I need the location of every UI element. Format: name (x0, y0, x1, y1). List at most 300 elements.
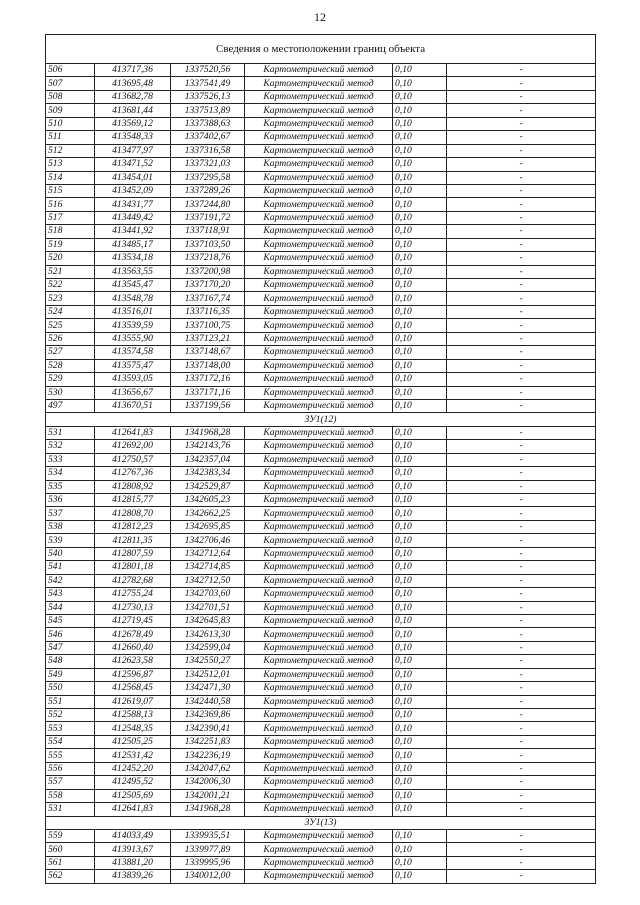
y-coordinate-cell: 1337520,56 (171, 64, 245, 77)
x-coordinate-cell: 413471,52 (95, 158, 171, 171)
point-number-cell: 532 (46, 440, 95, 453)
section-header-row (46, 816, 596, 829)
point-number-cell: 540 (46, 547, 95, 560)
accuracy-cell: 0,10 (393, 225, 447, 238)
table-row (46, 373, 596, 386)
method-cell: Картометрический метод (245, 440, 393, 453)
x-coordinate-cell: 413516,01 (95, 305, 171, 318)
x-coordinate-cell: 413441,92 (95, 225, 171, 238)
method-cell: Картометрический метод (245, 762, 393, 775)
table-row (46, 184, 596, 197)
method-cell: Картометрический метод (245, 131, 393, 144)
y-coordinate-cell: 1337244,80 (171, 198, 245, 211)
point-number-cell: 528 (46, 359, 95, 372)
table-row (46, 829, 596, 842)
description-cell: - (447, 722, 596, 735)
method-cell: Картометрический метод (245, 64, 393, 77)
x-coordinate-cell: 412531,42 (95, 749, 171, 762)
y-coordinate-cell: 1337289,26 (171, 184, 245, 197)
point-number-cell: 552 (46, 709, 95, 722)
description-cell: - (447, 158, 596, 171)
x-coordinate-cell: 412807,59 (95, 547, 171, 560)
x-coordinate-cell: 412811,35 (95, 534, 171, 547)
table-row (46, 117, 596, 130)
method-cell: Картометрический метод (245, 305, 393, 318)
table-row (46, 332, 596, 345)
description-cell: - (447, 870, 596, 883)
y-coordinate-cell: 1341968,28 (171, 803, 245, 816)
point-number-cell: 508 (46, 90, 95, 103)
point-number-cell: 561 (46, 856, 95, 869)
x-coordinate-cell: 412596,87 (95, 668, 171, 681)
method-cell: Картометрический метод (245, 144, 393, 157)
point-number-cell: 550 (46, 682, 95, 695)
description-cell: - (447, 695, 596, 708)
x-coordinate-cell: 412692,00 (95, 440, 171, 453)
accuracy-cell: 0,10 (393, 668, 447, 681)
x-coordinate-cell: 413881,20 (95, 856, 171, 869)
point-number-cell: 553 (46, 722, 95, 735)
table-row (46, 104, 596, 117)
description-cell: - (447, 90, 596, 103)
accuracy-cell: 0,10 (393, 117, 447, 130)
description-cell: - (447, 453, 596, 466)
y-coordinate-cell: 1337513,89 (171, 104, 245, 117)
table-row (46, 856, 596, 869)
y-coordinate-cell: 1342251,83 (171, 735, 245, 748)
point-number-cell: 525 (46, 319, 95, 332)
point-number-cell: 531 (46, 426, 95, 439)
y-coordinate-cell: 1337388,63 (171, 117, 245, 130)
description-cell: - (447, 346, 596, 359)
method-cell: Картометрический метод (245, 279, 393, 292)
point-number-cell: 516 (46, 198, 95, 211)
table-row (46, 749, 596, 762)
point-number-cell: 515 (46, 184, 95, 197)
y-coordinate-cell: 1342512,01 (171, 668, 245, 681)
x-coordinate-cell: 412619,07 (95, 695, 171, 708)
accuracy-cell: 0,10 (393, 144, 447, 157)
x-coordinate-cell: 413670,51 (95, 399, 171, 412)
point-number-cell: 551 (46, 695, 95, 708)
accuracy-cell: 0,10 (393, 776, 447, 789)
table-row (46, 252, 596, 265)
description-cell: - (447, 184, 596, 197)
table-row (46, 588, 596, 601)
point-number-cell: 541 (46, 561, 95, 574)
description-cell: - (447, 668, 596, 681)
accuracy-cell: 0,10 (393, 238, 447, 251)
x-coordinate-cell: 412750,57 (95, 453, 171, 466)
y-coordinate-cell: 1342599,04 (171, 641, 245, 654)
x-coordinate-cell: 412568,45 (95, 682, 171, 695)
method-cell: Картометрический метод (245, 171, 393, 184)
method-cell: Картометрический метод (245, 588, 393, 601)
table-row (46, 359, 596, 372)
x-coordinate-cell: 412623,58 (95, 655, 171, 668)
description-cell: - (447, 279, 596, 292)
x-coordinate-cell: 413431,77 (95, 198, 171, 211)
description-cell: - (447, 198, 596, 211)
accuracy-cell: 0,10 (393, 346, 447, 359)
method-cell: Картометрический метод (245, 856, 393, 869)
table-row (46, 211, 596, 224)
accuracy-cell: 0,10 (393, 803, 447, 816)
description-cell: - (447, 749, 596, 762)
accuracy-cell: 0,10 (393, 574, 447, 587)
table-row (46, 534, 596, 547)
point-number-cell: 523 (46, 292, 95, 305)
table-row (46, 709, 596, 722)
accuracy-cell: 0,10 (393, 628, 447, 641)
point-number-cell: 522 (46, 279, 95, 292)
accuracy-cell: 0,10 (393, 480, 447, 493)
accuracy-cell: 0,10 (393, 870, 447, 883)
y-coordinate-cell: 1342357,04 (171, 453, 245, 466)
point-number-cell: 511 (46, 131, 95, 144)
description-cell: - (447, 682, 596, 695)
table-row (46, 735, 596, 748)
x-coordinate-cell: 413534,18 (95, 252, 171, 265)
table-row (46, 614, 596, 627)
accuracy-cell: 0,10 (393, 440, 447, 453)
description-cell: - (447, 789, 596, 802)
accuracy-cell: 0,10 (393, 292, 447, 305)
description-cell: - (447, 480, 596, 493)
table-row (46, 305, 596, 318)
description-cell: - (447, 534, 596, 547)
method-cell: Картометрический метод (245, 104, 393, 117)
point-number-cell: 510 (46, 117, 95, 130)
accuracy-cell: 0,10 (393, 426, 447, 439)
method-cell: Картометрический метод (245, 467, 393, 480)
x-coordinate-cell: 413574,58 (95, 346, 171, 359)
method-cell: Картометрический метод (245, 507, 393, 520)
point-number-cell: 513 (46, 158, 95, 171)
x-coordinate-cell: 412495,52 (95, 776, 171, 789)
y-coordinate-cell: 1337123,21 (171, 332, 245, 345)
y-coordinate-cell: 1337541,49 (171, 77, 245, 90)
x-coordinate-cell: 412808,70 (95, 507, 171, 520)
description-cell: - (447, 843, 596, 856)
method-cell: Картометрический метод (245, 789, 393, 802)
description-cell: - (447, 171, 596, 184)
y-coordinate-cell: 1342369,86 (171, 709, 245, 722)
accuracy-cell: 0,10 (393, 252, 447, 265)
accuracy-cell: 0,10 (393, 534, 447, 547)
point-number-cell: 518 (46, 225, 95, 238)
point-number-cell: 521 (46, 265, 95, 278)
description-cell: - (447, 64, 596, 77)
x-coordinate-cell: 413563,55 (95, 265, 171, 278)
table-row (46, 90, 596, 103)
description-cell: - (447, 77, 596, 90)
y-coordinate-cell: 1337118,91 (171, 225, 245, 238)
description-cell: - (447, 628, 596, 641)
table-row (46, 494, 596, 507)
method-cell: Картометрический метод (245, 722, 393, 735)
y-coordinate-cell: 1337191,72 (171, 211, 245, 224)
point-number-cell: 534 (46, 467, 95, 480)
x-coordinate-cell: 412801,18 (95, 561, 171, 574)
method-cell: Картометрический метод (245, 426, 393, 439)
point-number-cell: 529 (46, 373, 95, 386)
y-coordinate-cell: 1342695,85 (171, 520, 245, 533)
description-cell: - (447, 426, 596, 439)
accuracy-cell: 0,10 (393, 158, 447, 171)
x-coordinate-cell: 413656,67 (95, 386, 171, 399)
x-coordinate-cell: 412548,35 (95, 722, 171, 735)
method-cell: Картометрический метод (245, 252, 393, 265)
y-coordinate-cell: 1337526,13 (171, 90, 245, 103)
x-coordinate-cell: 412782,68 (95, 574, 171, 587)
description-cell: - (447, 856, 596, 869)
point-number-cell: 497 (46, 399, 95, 412)
table-row (46, 561, 596, 574)
accuracy-cell: 0,10 (393, 547, 447, 560)
accuracy-cell: 0,10 (393, 359, 447, 372)
description-cell: - (447, 399, 596, 412)
point-number-cell: 546 (46, 628, 95, 641)
table-row (46, 346, 596, 359)
accuracy-cell: 0,10 (393, 856, 447, 869)
description-cell: - (447, 561, 596, 574)
accuracy-cell: 0,10 (393, 467, 447, 480)
y-coordinate-cell: 1337200,98 (171, 265, 245, 278)
method-cell: Картометрический метод (245, 77, 393, 90)
x-coordinate-cell: 412719,45 (95, 614, 171, 627)
accuracy-cell: 0,10 (393, 279, 447, 292)
x-coordinate-cell: 413575,47 (95, 359, 171, 372)
method-cell: Картометрический метод (245, 453, 393, 466)
table-row (46, 601, 596, 614)
description-cell: - (447, 803, 596, 816)
method-cell: Картометрический метод (245, 158, 393, 171)
y-coordinate-cell: 1337148,00 (171, 359, 245, 372)
accuracy-cell: 0,10 (393, 735, 447, 748)
table-title-row (46, 35, 596, 64)
method-cell: Картометрический метод (245, 534, 393, 547)
x-coordinate-cell: 412767,36 (95, 467, 171, 480)
method-cell: Картометрический метод (245, 225, 393, 238)
method-cell: Картометрический метод (245, 614, 393, 627)
description-cell: - (447, 131, 596, 144)
y-coordinate-cell: 1337321,03 (171, 158, 245, 171)
y-coordinate-cell: 1337103,50 (171, 238, 245, 251)
y-coordinate-cell: 1342703,60 (171, 588, 245, 601)
method-cell: Картометрический метод (245, 198, 393, 211)
x-coordinate-cell: 413569,12 (95, 117, 171, 130)
description-cell: - (447, 507, 596, 520)
accuracy-cell: 0,10 (393, 655, 447, 668)
y-coordinate-cell: 1342550,27 (171, 655, 245, 668)
method-cell: Картометрический метод (245, 346, 393, 359)
method-cell: Картометрический метод (245, 682, 393, 695)
description-cell: - (447, 829, 596, 842)
y-coordinate-cell: 1342714,85 (171, 561, 245, 574)
description-cell: - (447, 735, 596, 748)
accuracy-cell: 0,10 (393, 386, 447, 399)
point-number-cell: 549 (46, 668, 95, 681)
x-coordinate-cell: 412678,49 (95, 628, 171, 641)
accuracy-cell: 0,10 (393, 184, 447, 197)
description-cell: - (447, 225, 596, 238)
y-coordinate-cell: 1342613,30 (171, 628, 245, 641)
point-number-cell: 543 (46, 588, 95, 601)
x-coordinate-cell: 412808,92 (95, 480, 171, 493)
y-coordinate-cell: 1339935,51 (171, 829, 245, 842)
x-coordinate-cell: 412812,23 (95, 520, 171, 533)
point-number-cell: 555 (46, 749, 95, 762)
description-cell: - (447, 762, 596, 775)
point-number-cell: 512 (46, 144, 95, 157)
section-header-row (46, 413, 596, 426)
point-number-cell: 558 (46, 789, 95, 802)
x-coordinate-cell: 414033,49 (95, 829, 171, 842)
table-row (46, 386, 596, 399)
table-row (46, 722, 596, 735)
method-cell: Картометрический метод (245, 117, 393, 130)
method-cell: Картометрический метод (245, 829, 393, 842)
table-row (46, 279, 596, 292)
point-number-cell: 535 (46, 480, 95, 493)
point-number-cell: 554 (46, 735, 95, 748)
table-row (46, 453, 596, 466)
y-coordinate-cell: 1342383,34 (171, 467, 245, 480)
y-coordinate-cell: 1341968,28 (171, 426, 245, 439)
method-cell: Картометрический метод (245, 359, 393, 372)
x-coordinate-cell: 413682,78 (95, 90, 171, 103)
description-cell: - (447, 601, 596, 614)
description-cell: - (447, 494, 596, 507)
accuracy-cell: 0,10 (393, 682, 447, 695)
section-label: ЗУ1(13) (46, 816, 596, 829)
y-coordinate-cell: 1342236,19 (171, 749, 245, 762)
table-row (46, 440, 596, 453)
description-cell: - (447, 252, 596, 265)
accuracy-cell: 0,10 (393, 843, 447, 856)
method-cell: Картометрический метод (245, 641, 393, 654)
description-cell: - (447, 440, 596, 453)
y-coordinate-cell: 1337148,67 (171, 346, 245, 359)
accuracy-cell: 0,10 (393, 601, 447, 614)
accuracy-cell: 0,10 (393, 90, 447, 103)
y-coordinate-cell: 1337199,56 (171, 399, 245, 412)
method-cell: Картометрический метод (245, 238, 393, 251)
description-cell: - (447, 292, 596, 305)
x-coordinate-cell: 412452,20 (95, 762, 171, 775)
table-row (46, 198, 596, 211)
table-row (46, 668, 596, 681)
accuracy-cell: 0,10 (393, 829, 447, 842)
method-cell: Картометрический метод (245, 90, 393, 103)
page-number: 12 (314, 10, 326, 24)
accuracy-cell: 0,10 (393, 373, 447, 386)
description-cell: - (447, 332, 596, 345)
y-coordinate-cell: 1337171,16 (171, 386, 245, 399)
accuracy-cell: 0,10 (393, 789, 447, 802)
description-cell: - (447, 386, 596, 399)
point-number-cell: 520 (46, 252, 95, 265)
boundary-coordinates-table (45, 34, 596, 884)
point-number-cell: 556 (46, 762, 95, 775)
point-number-cell: 536 (46, 494, 95, 507)
table-row (46, 641, 596, 654)
x-coordinate-cell: 413452,09 (95, 184, 171, 197)
table-row (46, 292, 596, 305)
description-cell: - (447, 574, 596, 587)
method-cell: Картометрический метод (245, 695, 393, 708)
x-coordinate-cell: 412730,13 (95, 601, 171, 614)
table-row (46, 467, 596, 480)
method-cell: Картометрический метод (245, 332, 393, 345)
table-title: Сведения о местоположении границ объекта (46, 35, 596, 64)
x-coordinate-cell: 413485,17 (95, 238, 171, 251)
x-coordinate-cell: 412660,40 (95, 641, 171, 654)
point-number-cell: 527 (46, 346, 95, 359)
table-row (46, 655, 596, 668)
accuracy-cell: 0,10 (393, 641, 447, 654)
y-coordinate-cell: 1337218,76 (171, 252, 245, 265)
method-cell: Картометрический метод (245, 776, 393, 789)
table-row (46, 547, 596, 560)
accuracy-cell: 0,10 (393, 131, 447, 144)
x-coordinate-cell: 412815,77 (95, 494, 171, 507)
x-coordinate-cell: 413548,33 (95, 131, 171, 144)
point-number-cell: 526 (46, 332, 95, 345)
method-cell: Картометрический метод (245, 211, 393, 224)
point-number-cell: 557 (46, 776, 95, 789)
y-coordinate-cell: 1337295,58 (171, 171, 245, 184)
description-cell: - (447, 319, 596, 332)
description-cell: - (447, 117, 596, 130)
table-row (46, 574, 596, 587)
method-cell: Картометрический метод (245, 386, 393, 399)
point-number-cell: 507 (46, 77, 95, 90)
point-number-cell: 538 (46, 520, 95, 533)
point-number-cell: 547 (46, 641, 95, 654)
x-coordinate-cell: 413545,47 (95, 279, 171, 292)
table-row (46, 789, 596, 802)
point-number-cell: 514 (46, 171, 95, 184)
method-cell: Картометрический метод (245, 399, 393, 412)
y-coordinate-cell: 1337316,58 (171, 144, 245, 157)
x-coordinate-cell: 413548,78 (95, 292, 171, 305)
y-coordinate-cell: 1339995,96 (171, 856, 245, 869)
description-cell: - (447, 238, 596, 251)
accuracy-cell: 0,10 (393, 332, 447, 345)
table-row (46, 507, 596, 520)
method-cell: Картометрический метод (245, 843, 393, 856)
description-cell: - (447, 614, 596, 627)
y-coordinate-cell: 1342712,64 (171, 547, 245, 560)
table-row (46, 225, 596, 238)
point-number-cell: 533 (46, 453, 95, 466)
method-cell: Картометрический метод (245, 561, 393, 574)
accuracy-cell: 0,10 (393, 77, 447, 90)
point-number-cell: 562 (46, 870, 95, 883)
point-number-cell: 548 (46, 655, 95, 668)
y-coordinate-cell: 1342605,23 (171, 494, 245, 507)
accuracy-cell: 0,10 (393, 265, 447, 278)
description-cell: - (447, 265, 596, 278)
y-coordinate-cell: 1337116,35 (171, 305, 245, 318)
x-coordinate-cell: 412755,24 (95, 588, 171, 601)
table-row (46, 695, 596, 708)
method-cell: Картометрический метод (245, 184, 393, 197)
table-row (46, 131, 596, 144)
accuracy-cell: 0,10 (393, 614, 447, 627)
